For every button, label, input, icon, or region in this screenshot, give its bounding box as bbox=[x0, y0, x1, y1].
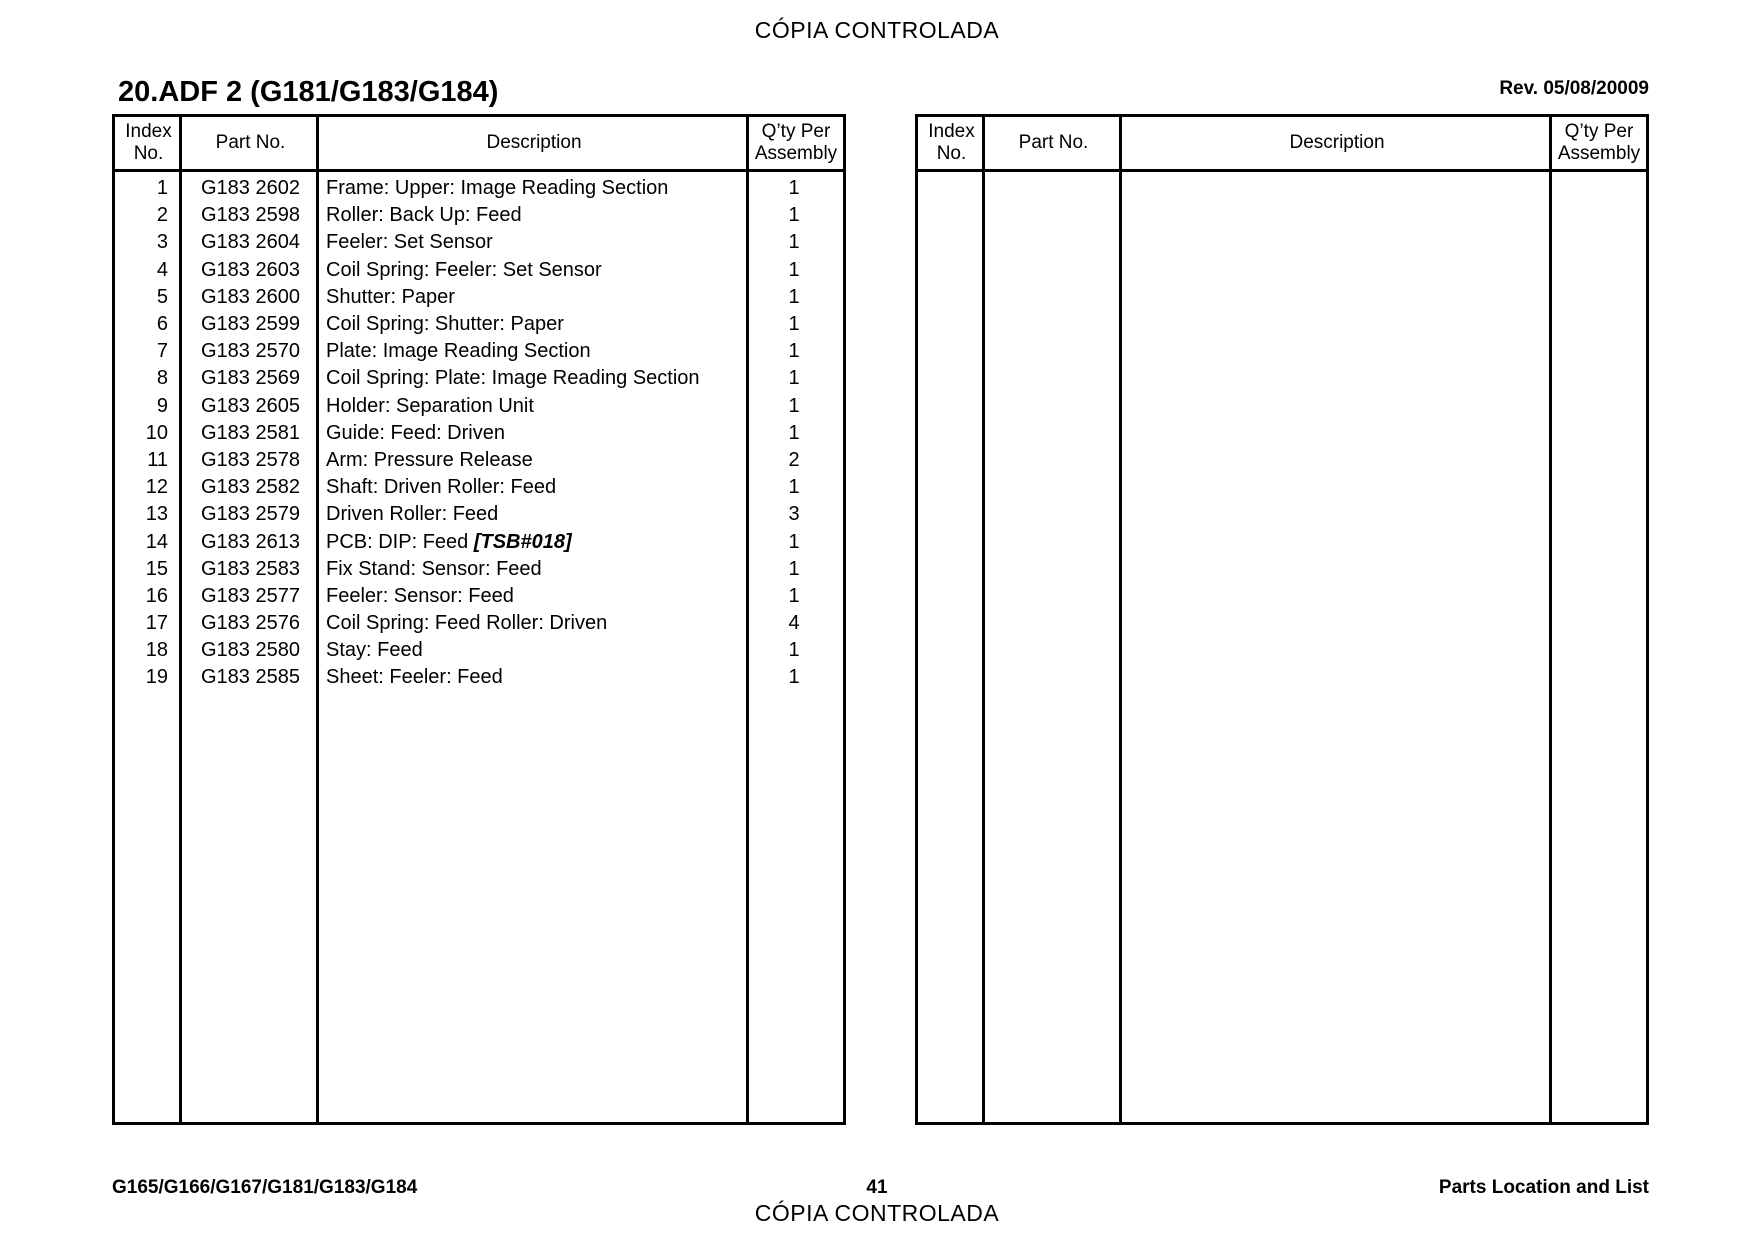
description-cell bbox=[319, 395, 749, 418]
parts-table-left bbox=[112, 114, 846, 1125]
header-qty: Q’ty Per Assembly bbox=[754, 121, 838, 164]
part-no-cell: G183 2585 bbox=[201, 666, 300, 689]
description-cell bbox=[319, 449, 749, 472]
index-cell: 8 bbox=[156, 367, 168, 390]
part-no-cell: G183 2599 bbox=[201, 313, 300, 336]
header-index: Index No. bbox=[928, 121, 975, 164]
column-divider bbox=[1549, 117, 1552, 1122]
description-text: Frame: Upper: Image Reading Section bbox=[326, 177, 669, 200]
qty-cell: 1 bbox=[788, 557, 800, 580]
index-cell: 7 bbox=[156, 340, 168, 363]
part-no-cell: G183 2577 bbox=[201, 584, 300, 607]
index-cell: 17 bbox=[145, 612, 168, 635]
table-row bbox=[115, 556, 843, 583]
index-cell: 9 bbox=[156, 394, 168, 417]
description-cell bbox=[319, 476, 749, 499]
header-description: Description bbox=[1289, 132, 1385, 153]
table-row bbox=[115, 365, 843, 392]
table-header bbox=[115, 117, 843, 172]
column-divider bbox=[982, 117, 985, 1122]
qty-cell: 2 bbox=[788, 448, 800, 471]
part-no-cell: G183 2604 bbox=[201, 231, 300, 254]
qty-cell: 1 bbox=[788, 367, 800, 390]
part-no-cell: G183 2570 bbox=[201, 340, 300, 363]
qty-cell: 1 bbox=[788, 394, 800, 417]
header-part-no: Part No. bbox=[1018, 132, 1089, 153]
description-cell bbox=[319, 639, 749, 662]
qty-cell: 1 bbox=[788, 258, 800, 281]
description-text: Feeler: Set Sensor bbox=[326, 231, 493, 254]
part-no-cell: G183 2578 bbox=[201, 448, 300, 471]
qty-cell: 1 bbox=[788, 584, 800, 607]
column-divider bbox=[1119, 117, 1122, 1122]
index-cell: 2 bbox=[156, 204, 168, 227]
description-text: Fix Stand: Sensor: Feed bbox=[326, 557, 542, 580]
part-no-cell: G183 2583 bbox=[201, 557, 300, 580]
qty-cell: 1 bbox=[788, 340, 800, 363]
description-text: Shaft: Driven Roller: Feed bbox=[326, 476, 557, 499]
description-cell bbox=[319, 531, 749, 554]
part-no-cell: G183 2598 bbox=[201, 204, 300, 227]
index-cell: 19 bbox=[145, 666, 168, 689]
tsb-reference: [TSB#018] bbox=[473, 530, 572, 553]
table-row bbox=[115, 229, 843, 256]
table-row bbox=[115, 637, 843, 664]
description-text: Stay: Feed bbox=[326, 639, 423, 662]
description-cell bbox=[319, 422, 749, 445]
controlled-copy-stamp-bottom: CÓPIA CONTROLADA bbox=[754, 1200, 1000, 1226]
part-no-cell: G183 2600 bbox=[201, 285, 300, 308]
table-row bbox=[115, 393, 843, 420]
description-cell bbox=[319, 367, 749, 390]
qty-cell: 1 bbox=[788, 639, 800, 662]
description-text: Arm: Pressure Release bbox=[326, 448, 533, 471]
part-no-cell: G183 2581 bbox=[201, 421, 300, 444]
table-row bbox=[115, 501, 843, 528]
index-cell: 18 bbox=[145, 639, 168, 662]
part-no-cell: G183 2580 bbox=[201, 639, 300, 662]
description-text: Coil Spring: Feeler: Set Sensor bbox=[326, 258, 602, 281]
header-index: Index No. bbox=[125, 121, 172, 164]
qty-cell: 3 bbox=[788, 503, 800, 526]
parts-table-right bbox=[915, 114, 1649, 1125]
table-row bbox=[115, 284, 843, 311]
part-no-cell: G183 2605 bbox=[201, 394, 300, 417]
description-cell bbox=[319, 313, 749, 336]
description-text: Shutter: Paper bbox=[326, 285, 455, 308]
description-text: Coil Spring: Shutter: Paper bbox=[326, 313, 564, 336]
description-text: Feeler: Sensor: Feed bbox=[326, 584, 514, 607]
index-cell: 11 bbox=[147, 448, 168, 471]
description-text: Coil Spring: Feed Roller: Driven bbox=[326, 612, 608, 635]
qty-cell: 1 bbox=[788, 285, 800, 308]
index-cell: 1 bbox=[156, 177, 168, 200]
table-row bbox=[115, 202, 843, 229]
page-title: 20.ADF 2 (G181/G183/G184) bbox=[118, 76, 499, 108]
qty-cell: 1 bbox=[788, 530, 800, 553]
description-cell bbox=[319, 585, 749, 608]
table-header bbox=[918, 117, 1646, 172]
index-cell: 6 bbox=[156, 313, 168, 336]
table-row bbox=[115, 447, 843, 474]
part-no-cell: G183 2569 bbox=[201, 367, 300, 390]
description-cell bbox=[319, 231, 749, 254]
qty-cell: 1 bbox=[788, 666, 800, 689]
revision-date: Rev. 05/08/20009 bbox=[1499, 78, 1649, 99]
index-cell: 5 bbox=[156, 285, 168, 308]
index-cell: 14 bbox=[145, 530, 168, 553]
qty-cell: 1 bbox=[788, 476, 800, 499]
table-row bbox=[115, 583, 843, 610]
table-row bbox=[115, 420, 843, 447]
table-row bbox=[115, 257, 843, 284]
description-text: Holder: Separation Unit bbox=[326, 394, 534, 417]
part-no-cell: G183 2613 bbox=[201, 530, 300, 553]
part-no-cell: G183 2576 bbox=[201, 612, 300, 635]
table-row bbox=[115, 338, 843, 365]
table-row bbox=[115, 311, 843, 338]
index-cell: 15 bbox=[145, 557, 168, 580]
description-text: PCB: DIP: Feed bbox=[326, 530, 474, 553]
table-body bbox=[115, 169, 843, 692]
footer-section: Parts Location and List bbox=[1438, 1177, 1649, 1198]
part-no-cell: G183 2602 bbox=[201, 177, 300, 200]
description-cell bbox=[319, 177, 749, 200]
header-part-no: Part No. bbox=[215, 132, 286, 153]
page-number: 41 bbox=[866, 1177, 888, 1198]
description-cell bbox=[319, 286, 749, 309]
qty-cell: 1 bbox=[788, 177, 800, 200]
description-cell bbox=[319, 259, 749, 282]
index-cell: 12 bbox=[145, 476, 168, 499]
part-no-cell: G183 2582 bbox=[201, 476, 300, 499]
controlled-copy-stamp-top: CÓPIA CONTROLADA bbox=[754, 17, 1000, 43]
header-qty: Q’ty Per Assembly bbox=[1557, 121, 1641, 164]
description-text: Driven Roller: Feed bbox=[326, 503, 499, 526]
description-cell bbox=[319, 666, 749, 689]
part-no-cell: G183 2603 bbox=[201, 258, 300, 281]
qty-cell: 1 bbox=[788, 231, 800, 254]
index-cell: 10 bbox=[145, 421, 168, 444]
index-cell: 3 bbox=[156, 231, 168, 254]
description-cell bbox=[319, 503, 749, 526]
description-cell bbox=[319, 612, 749, 635]
index-cell: 13 bbox=[145, 503, 168, 526]
qty-cell: 1 bbox=[788, 313, 800, 336]
footer-models: G165/G166/G167/G181/G183/G184 bbox=[112, 1177, 418, 1198]
description-text: Plate: Image Reading Section bbox=[326, 340, 591, 363]
table-row bbox=[115, 528, 843, 555]
part-no-cell: G183 2579 bbox=[201, 503, 300, 526]
index-cell: 16 bbox=[145, 584, 168, 607]
qty-cell: 4 bbox=[788, 612, 800, 635]
description-text: Guide: Feed: Driven bbox=[326, 421, 505, 444]
description-cell bbox=[319, 204, 749, 227]
qty-cell: 1 bbox=[788, 421, 800, 444]
description-text: Sheet: Feeler: Feed bbox=[326, 666, 503, 689]
table-row bbox=[115, 474, 843, 501]
description-text: Roller: Back Up: Feed bbox=[326, 204, 522, 227]
qty-cell: 1 bbox=[788, 204, 800, 227]
table-row bbox=[115, 610, 843, 637]
description-cell bbox=[319, 558, 749, 581]
description-text: Coil Spring: Plate: Image Reading Section bbox=[326, 367, 700, 390]
table-row bbox=[115, 664, 843, 691]
header-description: Description bbox=[486, 132, 582, 153]
index-cell: 4 bbox=[156, 258, 168, 281]
description-cell bbox=[319, 340, 749, 363]
table-row bbox=[115, 175, 843, 202]
